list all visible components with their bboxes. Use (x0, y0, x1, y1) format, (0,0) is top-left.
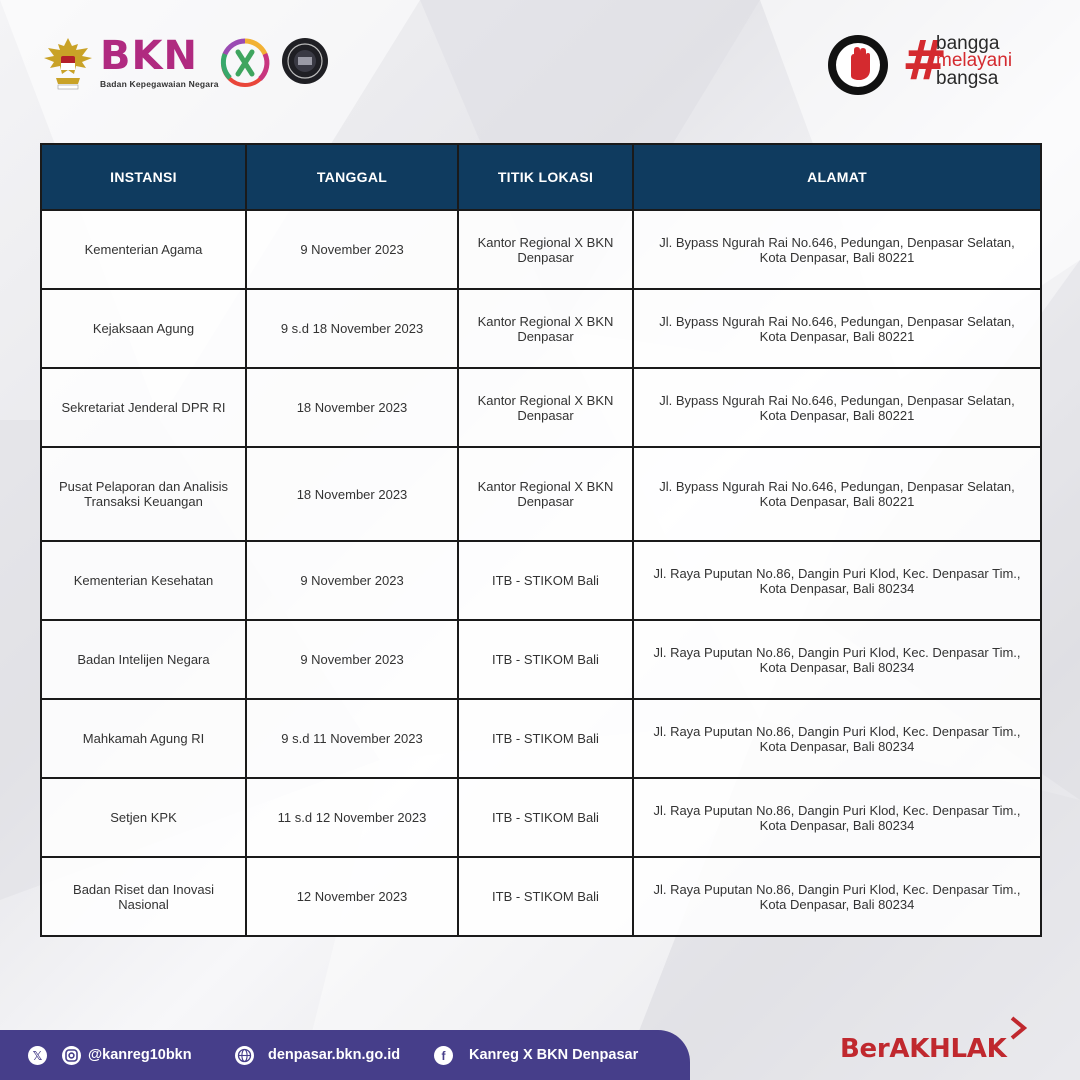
cell-alamat: Jl. Raya Puputan No.86, Dangin Puri Klod, Kec. Denpasar Tim., Kota Denpasar, Bali 80234 (633, 778, 1041, 857)
bkn-logo (100, 33, 219, 89)
footer-bar (0, 1030, 690, 1080)
cell-lokasi: Kantor Regional X BKN Denpasar (458, 210, 633, 289)
header (0, 0, 1080, 130)
globe-icon[interactable] (235, 1046, 254, 1065)
schedule-table-container (40, 143, 1040, 937)
cell-alamat: Jl. Bypass Ngurah Rai No.646, Pedungan, Denpasar Selatan, Kota Denpasar, Bali 80221 (633, 210, 1041, 289)
tagline-hash-icon: # (902, 29, 948, 92)
cell-tanggal: 12 November 2023 (246, 857, 458, 936)
cell-lokasi: Kantor Regional X BKN Denpasar (458, 289, 633, 368)
cell-instansi: Kejaksaan Agung (41, 289, 246, 368)
column-header-alamat: ALAMAT (633, 144, 1041, 210)
table-row (41, 210, 1041, 289)
table-header-row (41, 144, 1041, 210)
tolak-gratifikasi-emblem-icon (827, 34, 889, 96)
cell-lokasi: ITB - STIKOM Bali (458, 620, 633, 699)
cell-lokasi: Kantor Regional X BKN Denpasar (458, 447, 633, 541)
cell-instansi: Sekretariat Jenderal DPR RI (41, 368, 246, 447)
bkn-logo-text: BKN (100, 33, 198, 79)
berakhlak-logo: BerAKHLAK (840, 1034, 1007, 1064)
cell-alamat: Jl. Raya Puputan No.86, Dangin Puri Klod, Kec. Denpasar Tim., Kota Denpasar, Bali 80234 (633, 541, 1041, 620)
garuda-emblem-icon (40, 34, 96, 92)
facebook-page-link[interactable]: Kanreg X BKN Denpasar (469, 1047, 639, 1063)
cell-instansi: Badan Riset dan Inovasi Nasional (41, 857, 246, 936)
tagline-word-2: melayani (936, 50, 1013, 71)
table-row (41, 447, 1041, 541)
table-row (41, 541, 1041, 620)
cell-lokasi: ITB - STIKOM Bali (458, 699, 633, 778)
cell-alamat: Jl. Raya Puputan No.86, Dangin Puri Klod, Kec. Denpasar Tim., Kota Denpasar, Bali 80234 (633, 699, 1041, 778)
cell-tanggal: 11 s.d 12 November 2023 (246, 778, 458, 857)
cell-lokasi: ITB - STIKOM Bali (458, 541, 633, 620)
cell-instansi: Pusat Pelaporan dan Analisis Transaksi Keuangan (41, 447, 246, 541)
kantor-regional-emblem-icon (280, 36, 330, 86)
table-row (41, 289, 1041, 368)
cell-tanggal: 9 s.d 18 November 2023 (246, 289, 458, 368)
cell-tanggal: 9 s.d 11 November 2023 (246, 699, 458, 778)
cell-tanggal: 18 November 2023 (246, 447, 458, 541)
website-link[interactable]: denpasar.bkn.go.id (268, 1047, 401, 1063)
cell-alamat: Jl. Bypass Ngurah Rai No.646, Pedungan, Denpasar Selatan, Kota Denpasar, Bali 80221 (633, 289, 1041, 368)
cell-tanggal: 9 November 2023 (246, 620, 458, 699)
cell-alamat: Jl. Bypass Ngurah Rai No.646, Pedungan, Denpasar Selatan, Kota Denpasar, Bali 80221 (633, 447, 1041, 541)
chevron-right-icon (1008, 1016, 1028, 1040)
cell-instansi: Kementerian Kesehatan (41, 541, 246, 620)
tagline-word-3: bangsa (936, 68, 999, 89)
cell-instansi: Setjen KPK (41, 778, 246, 857)
tagline-word-1: bangga (936, 33, 1000, 54)
cell-lokasi: Kantor Regional X BKN Denpasar (458, 368, 633, 447)
instagram-handle[interactable]: @kanreg10bkn (88, 1047, 192, 1063)
cell-tanggal: 9 November 2023 (246, 541, 458, 620)
cell-alamat: Jl. Bypass Ngurah Rai No.646, Pedungan, Denpasar Selatan, Kota Denpasar, Bali 80221 (633, 368, 1041, 447)
table-row (41, 857, 1041, 936)
cell-tanggal: 9 November 2023 (246, 210, 458, 289)
flower-logo-icon (218, 36, 272, 90)
cell-lokasi: ITB - STIKOM Bali (458, 857, 633, 936)
cell-alamat: Jl. Raya Puputan No.86, Dangin Puri Klod, Kec. Denpasar Tim., Kota Denpasar, Bali 80234 (633, 857, 1041, 936)
cell-lokasi: ITB - STIKOM Bali (458, 778, 633, 857)
table-row (41, 699, 1041, 778)
x-icon[interactable]: 𝕏 (28, 1046, 47, 1065)
column-header-titik-lokasi: TITIK LOKASI (458, 144, 633, 210)
schedule-table (40, 143, 1042, 937)
table-row (41, 368, 1041, 447)
cell-alamat: Jl. Raya Puputan No.86, Dangin Puri Klod, Kec. Denpasar Tim., Kota Denpasar, Bali 80234 (633, 620, 1041, 699)
column-header-instansi: INSTANSI (41, 144, 246, 210)
cell-instansi: Kementerian Agama (41, 210, 246, 289)
tagline (902, 29, 1042, 92)
cell-instansi: Badan Intelijen Negara (41, 620, 246, 699)
cell-instansi: Mahkamah Agung RI (41, 699, 246, 778)
bkn-logo-subtitle: Badan Kepegawaian Negara (100, 79, 219, 89)
table-row (41, 620, 1041, 699)
table-row (41, 778, 1041, 857)
instagram-icon[interactable] (62, 1046, 81, 1065)
column-header-tanggal: TANGGAL (246, 144, 458, 210)
facebook-icon[interactable]: f (434, 1046, 453, 1065)
cell-tanggal: 18 November 2023 (246, 368, 458, 447)
